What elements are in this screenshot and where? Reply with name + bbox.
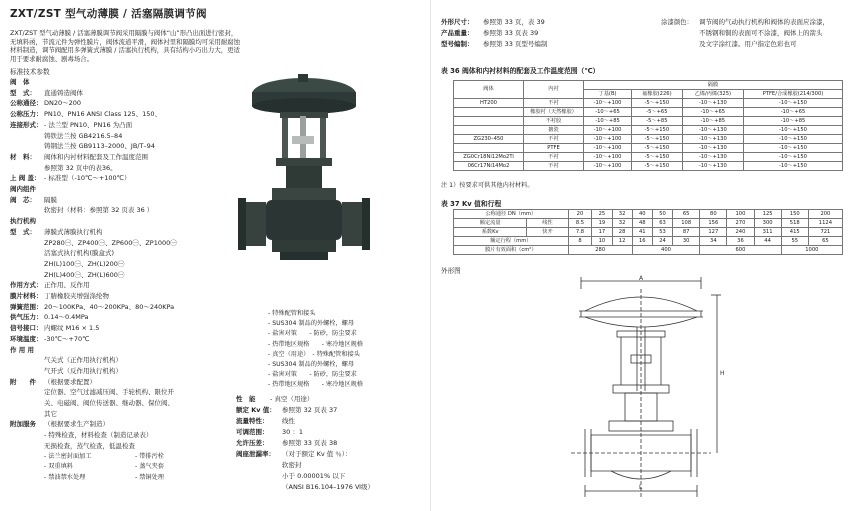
table36-cell: -10～+100: [584, 144, 632, 153]
table37-quick: 17: [592, 228, 612, 237]
table36-cell: 橡胶衬（天然橡胶）: [524, 108, 584, 117]
paint-line: 及文字涂红漆。用户指定色彩也可: [699, 40, 797, 48]
spec-value: 软密封（材料：参照第 32 页表 36 ）: [44, 206, 154, 215]
table36-cell: -10～+65: [584, 108, 632, 117]
spec-value: 阀体和内衬材料配套及工作温度范围: [44, 152, 148, 161]
table37-stroke: 36: [727, 237, 754, 246]
perf-row: [236, 450, 352, 458]
spec-value: PN10、PN16 ANSI Class 125、150、: [44, 110, 162, 119]
top-spec-row: [441, 18, 545, 26]
perf-value: 30 ：1: [282, 428, 303, 436]
table36-cell: -10～+130: [682, 126, 743, 135]
table37-stroke: 65: [808, 237, 842, 246]
table37-quick: 240: [727, 228, 754, 237]
perf-row: [236, 428, 303, 436]
table37-dn: 200: [808, 210, 842, 219]
table36-cell: -10～+85: [682, 117, 743, 126]
spec-label: 附加服务: [10, 420, 36, 429]
table36-cell: -5～+150: [632, 126, 683, 135]
perf-row: [236, 483, 374, 491]
table36-cell: 不衬胶: [524, 117, 584, 126]
spec-row: [10, 346, 44, 354]
perf-value: 参照第 33 页表 38: [282, 439, 338, 447]
table36-cell: PTFE: [524, 144, 584, 153]
spec-value: -30℃～+70℃: [44, 334, 90, 343]
table36-cell: -5～+85: [632, 117, 683, 126]
spec-row: [10, 271, 124, 279]
table-row: [454, 108, 843, 117]
table36-cell: -10～+100: [584, 135, 632, 144]
spec-label: 上 阀 盖：: [10, 174, 41, 183]
table36-cell: -10～+85: [584, 117, 632, 126]
spec-value: 活塞式执行机构(膜盒式): [44, 249, 115, 258]
table37-stroke: 10: [592, 237, 612, 246]
table36-title: 表 36 阀体和内衬材料的配套及工作温度范围（℃）: [441, 67, 600, 75]
perf-value: 线性: [282, 417, 295, 425]
table36-cell: -10～+150: [743, 99, 842, 108]
spec-value: 0.14～0.4MPa: [44, 313, 89, 322]
spec-value: 丁腈橡胶夹增强涤纶物: [44, 292, 109, 300]
table37-area: 280: [568, 246, 632, 255]
perf-row: [236, 417, 295, 425]
table37-quick: 311: [754, 228, 781, 237]
perf-value: （对于额定 Kv 值 ％）：: [282, 450, 352, 458]
table37-dn: 80: [700, 210, 727, 219]
table37-coef-label: 系数Kv: [454, 228, 527, 237]
spec-row: [10, 164, 117, 172]
spec-value: 内螺纹 M16 × 1.5: [44, 324, 100, 333]
table36-cell: -5～+150: [632, 99, 683, 108]
table37-dn: 32: [612, 210, 632, 219]
table36-cell: -10～+130: [682, 153, 743, 162]
table37-quick: 7.8: [568, 228, 592, 237]
perf-row: [236, 472, 345, 480]
table36-cell: 06Cr17Ni14Mo2: [454, 162, 524, 171]
spec-row: [10, 121, 132, 129]
table37-quick: 415: [781, 228, 808, 237]
table36-col-head: PTFE/合成橡胶(214/300): [743, 90, 842, 99]
table37-linear: 48: [632, 219, 652, 228]
table37-title: 表 37 Kv 值和行程: [441, 200, 502, 208]
table36-head-row: [454, 81, 843, 90]
table37-dn: 20: [568, 210, 592, 219]
table-row: [454, 246, 843, 255]
page-title: ZXT/ZST 型气动薄膜 / 活塞隔膜调节阀: [10, 8, 207, 20]
spec-value: ZH(L)400㊀、ZH(L)600㊀: [44, 270, 125, 279]
spec-row: [10, 132, 122, 140]
spec-row: [10, 281, 90, 289]
dim-l-label: L: [639, 484, 643, 491]
paint-line: 不锈钢和铜的表面可不涂漆，阀体上的箭头: [699, 29, 823, 37]
table-row: [454, 210, 843, 219]
table37-area: 1000: [781, 246, 842, 255]
table37-area: 400: [632, 246, 700, 255]
spec-label: 作 用 用: [10, 345, 35, 354]
spec-row: [10, 420, 109, 428]
spec-value: 无损检查，蒸气检查，低温检查: [44, 441, 135, 450]
table37-dn: 25: [592, 210, 612, 219]
table36-cell: 不衬: [524, 135, 584, 144]
table37-stroke: 55: [781, 237, 808, 246]
table36-col-head: 丁基(B): [584, 90, 632, 99]
spec-row: [10, 228, 103, 236]
table-row: [454, 162, 843, 171]
spec-label: 供气压力：: [10, 313, 43, 322]
outline-drawing: [551, 275, 731, 507]
table37-stroke: 34: [700, 237, 727, 246]
spec-row: [10, 410, 57, 418]
table37-linear: 19: [592, 219, 612, 228]
spec-row: [10, 335, 89, 343]
spec-label: 型 式：: [10, 88, 36, 97]
table37-dn: 50: [652, 210, 672, 219]
perf-label: 允许压差：: [236, 439, 269, 447]
table37-linear: 108: [673, 219, 700, 228]
table36-cell: 不衬: [524, 153, 584, 162]
extra-item: - 双重填料: [44, 463, 73, 471]
table37-stroke-label: 额定行程（mm）: [454, 237, 569, 246]
table36-cell: -10～+85: [743, 117, 842, 126]
perf-label: 额定 Kv 值：: [236, 406, 276, 414]
spec-row: [10, 185, 44, 193]
spec-label: 信号接口：: [10, 324, 43, 333]
table36-cell: -10～+150: [743, 162, 842, 171]
extra-item: - 禁铜处理: [135, 473, 164, 481]
table36-cell: 不衬: [524, 99, 584, 108]
table36-head-lining: 内衬: [524, 81, 584, 99]
table37-linear: 1124: [808, 219, 842, 228]
table37-linear: 32: [612, 219, 632, 228]
table36-cell: -5～+150: [632, 135, 683, 144]
table36-cell: [454, 108, 524, 117]
table37-quick: 53: [652, 228, 672, 237]
table-row: [454, 99, 843, 108]
table36-cell: -10～+100: [584, 126, 632, 135]
table36-cell: -5～+150: [632, 162, 683, 171]
spec-label: 附 件: [10, 377, 36, 386]
top-spec-value: 参照第 33 页表 39: [483, 29, 539, 37]
table37-dn: 100: [727, 210, 754, 219]
spec-label: 环境温度：: [10, 334, 43, 343]
spec-label: 膜片材料：: [10, 292, 43, 300]
spec-row: [10, 303, 174, 311]
table37-quick: 721: [808, 228, 842, 237]
table37-linear: 156: [700, 219, 727, 228]
table36-cell: 不衬: [524, 162, 584, 171]
table36-cell: -10～+150: [743, 153, 842, 162]
table36-cell: -10～+100: [584, 162, 632, 171]
table-row: [454, 237, 843, 246]
table37-quick: 127: [700, 228, 727, 237]
table37-dn: 150: [781, 210, 808, 219]
spec-label: 公称压力：: [10, 110, 43, 119]
table36-cell: -10～+150: [743, 126, 842, 135]
spec-row: [10, 206, 153, 214]
spec-label: 作用方式：: [10, 281, 43, 290]
spec-label: 阀 芯：: [10, 195, 36, 204]
spec-row: [10, 196, 57, 204]
perf-label: 可调范围：: [236, 428, 269, 436]
perf-value: 参照第 32 页表 37: [282, 406, 338, 414]
top-spec-label: 外形尺寸：: [441, 18, 474, 26]
table37-dn: 40: [632, 210, 652, 219]
table37-stroke: 8: [568, 237, 592, 246]
perf-title: 性 能: [236, 395, 256, 403]
perf-value: （ANSI B16.104–1976 Ⅵ级）: [282, 483, 374, 491]
valve-photo: [236, 72, 371, 322]
table37-linear: 300: [754, 219, 781, 228]
paint-label: 涂漆颜色：: [661, 18, 693, 26]
table36-col-head: 氟橡胶(226): [632, 90, 683, 99]
spec-row: [10, 142, 155, 150]
spec-row: [10, 399, 174, 407]
table36-note: 注 1）按要求可供其他内衬材料。: [441, 182, 534, 189]
spec-row: [10, 431, 152, 439]
spec-value: - 法兰型 PN10、PN16 为凸面: [44, 120, 133, 129]
extra-item: - 法兰密封面加工: [44, 452, 92, 460]
table37-dn-label: 公称通径 DN（mm）: [454, 210, 569, 219]
table37-linear-label: 线性: [527, 219, 568, 228]
perf-row: [236, 461, 302, 469]
dim-a-label: A: [639, 275, 644, 282]
spec-value: ZP280㊀、ZP400㊀、ZP600㊀、ZP1000㊀: [44, 238, 177, 247]
spec-value: - 特殊检查，材料检查（制造记录表）: [44, 431, 153, 440]
table-row: [454, 135, 843, 144]
spec-value: （根据要求配置）: [44, 377, 96, 386]
table36-cell: [454, 117, 524, 126]
table37-quick: 41: [632, 228, 652, 237]
spec-row: [10, 249, 114, 257]
spec-value: 定位器、空气过滤减压阀、手轮机构、限位开: [44, 388, 174, 397]
table37-linear: 518: [781, 219, 808, 228]
table36-cell: -10～+100: [584, 99, 632, 108]
paint-line: 调节阀的气动执行机构和阀体的表面应涂漆，: [699, 18, 829, 26]
table36-cell: -5～+65: [632, 108, 683, 117]
table37-area: 600: [700, 246, 781, 255]
table37-linear: 270: [727, 219, 754, 228]
table-row: [454, 126, 843, 135]
perf-value: 小于 0.00001% 以下: [282, 472, 346, 480]
table36: [453, 80, 843, 171]
perf-label: 阀座泄漏率：: [236, 450, 275, 458]
spec-label: 公称通径：: [10, 99, 43, 108]
spec-label: 材 料：: [10, 152, 36, 161]
spec-row: [10, 89, 83, 97]
spec-row: [10, 78, 44, 86]
left-page: [0, 0, 429, 511]
spec-label: 型 式：: [10, 227, 36, 236]
table36-col-head: 乙烯/丙烯(325): [682, 90, 743, 99]
spec-label: 弹簧范围：: [10, 302, 43, 311]
perf-row: [236, 406, 337, 414]
table-row: [454, 117, 843, 126]
table37-quick: 28: [612, 228, 632, 237]
spec-row: [10, 153, 148, 161]
table36-cell: -10～+130: [682, 135, 743, 144]
special-item: - 盐害对策 - 防砂，防尘要求: [268, 330, 357, 338]
right-page: [430, 0, 859, 511]
table-row: [454, 228, 843, 237]
spec-row: [10, 378, 96, 386]
table-row: [454, 153, 843, 162]
table36-head-body: 阀体: [454, 81, 524, 99]
spec-value: 参照第 32 页中的表36。: [44, 163, 117, 172]
top-spec-row: [441, 29, 538, 37]
spec-label: 阀内组件: [10, 185, 36, 193]
spec-value: ZH(L)100㊀、ZH(L)200㊀: [44, 259, 125, 268]
spec-row: [10, 99, 81, 107]
table36-cell: ZG230–450: [454, 135, 524, 144]
top-spec-value: 参照第 33 页，表 39: [483, 18, 545, 26]
table37-stroke: 24: [652, 237, 672, 246]
spec-value: 薄膜式薄膜执行机构: [44, 227, 103, 236]
spec-row: [10, 217, 44, 225]
table36-cell: -10～+150: [743, 144, 842, 153]
perf-row: [236, 439, 337, 447]
table36-cell: -5～+150: [632, 144, 683, 153]
table-row: [454, 219, 843, 228]
extra-item: - 蒸气夹套: [135, 463, 164, 471]
table37-dn: 65: [673, 210, 700, 219]
spec-row: [10, 324, 99, 332]
extra-item: - 禁油禁水处理: [44, 473, 86, 481]
table37-area-label: 膜片有效面积（cm²）: [454, 246, 569, 255]
spec-row: [10, 313, 89, 321]
spec-row: [10, 356, 122, 364]
table36-cell: -10～+100: [584, 153, 632, 162]
table36-cell: [454, 126, 524, 135]
spec-value: 其它: [44, 409, 57, 418]
intro-paragraph: ZXT/ZST 型气动薄膜 / 活塞薄膜调节阀采用隔膜与阀体“山”形凸出面进行密封，无填料函，节流元件为弹性膜片，阀体流道平滑，阀体衬里和隔膜均可采用耐腐蚀材料制造，调节阀配用多弹簧式薄膜 / 活塞执行机构，具有结构小巧出力大，更适用于要求耐腐蚀、剧毒场合。: [10, 29, 241, 63]
spec-row: [10, 174, 130, 182]
spec-value: 铸钢法兰按 GB9113–2000、JB/T–94: [44, 142, 155, 151]
special-item: - 热带地区规格 - 寒冷地区规格: [268, 340, 364, 348]
table36-cell: -5～+150: [632, 153, 683, 162]
table36-cell: 搪瓷: [524, 126, 584, 135]
table36-cell: HT200: [454, 99, 524, 108]
spec-row: [10, 442, 135, 450]
table36-cell: -10～+65: [682, 108, 743, 117]
spec-value: - 标准型（-10℃～+100℃）: [44, 174, 131, 183]
table36-cell: ZG0Cr18Ni12Mo2Ti: [454, 153, 524, 162]
spec-value: 直通铸造阀体: [44, 88, 83, 97]
spec-row: [10, 260, 124, 268]
table37-rated-label: 额定流量: [454, 219, 527, 228]
table36-cell: -10～+130: [682, 162, 743, 171]
special-item: - SUS304 制品的外螺栓，螺母: [268, 361, 355, 368]
table37-linear: 8.5: [568, 219, 592, 228]
spec-value: （根据要求生产制造）: [44, 420, 109, 429]
table36-cell: [454, 144, 524, 153]
table36-cell: -10～+130: [682, 99, 743, 108]
spec-label: 连接形式：: [10, 120, 43, 129]
perf-label: 流量特性：: [236, 417, 269, 425]
table37-stroke: 12: [612, 237, 632, 246]
spec-value: 关、电磁阀、阀位传送器、继动器、保位阀、: [44, 399, 174, 407]
table36-cell: -10～+130: [682, 144, 743, 153]
spec-row: [10, 110, 161, 118]
table37-linear: 63: [652, 219, 672, 228]
top-spec-value: 参照第 33 页型号编制: [483, 40, 548, 48]
spec-value: 20～100KPa、40～200KPa、80～240KPa: [44, 302, 175, 311]
table37-stroke: 30: [673, 237, 700, 246]
top-spec-row: [441, 40, 547, 48]
spec-row: [10, 388, 174, 396]
special-item: - 特殊配管和接头: [268, 310, 316, 317]
table37-stroke: 44: [754, 237, 781, 246]
table37-dn: 125: [754, 210, 781, 219]
table36-head-diaphragm: 隔膜: [584, 81, 843, 90]
perf-value: 软密封: [282, 461, 302, 469]
table-row: [454, 144, 843, 153]
extra-item: - 带排污栓: [135, 452, 164, 460]
table36-cell: -10～+65: [743, 108, 842, 117]
special-item: - 真空（用途） - 特殊配管和接头: [268, 350, 360, 358]
spec-value: 正作用、反作用: [44, 281, 90, 290]
spec-value: DN20～200: [44, 99, 82, 108]
perf-title-row: [236, 395, 313, 403]
spec-row: [10, 367, 122, 375]
spec-row: [10, 292, 109, 300]
top-spec-label: 型号编制：: [441, 40, 474, 48]
dim-h-label: H: [720, 370, 725, 377]
spec-value: 隔膜: [44, 195, 57, 204]
special-item: - 热带地区规格 - 寒冷地区规格: [268, 381, 364, 389]
special-item: - 盐害对策 - 防砂，防尘要求: [268, 371, 357, 379]
table37-quick-label: 快开: [527, 228, 568, 237]
spec-value: 铸铁法兰按 GB4216.5–84: [44, 131, 123, 140]
table37-stroke: 16: [632, 237, 652, 246]
table37: [453, 209, 843, 255]
table37-quick: 87: [673, 228, 700, 237]
spec-label: 执行机构: [10, 217, 36, 226]
drawing-title: 外形图: [441, 267, 461, 275]
spec-value: 气开式（反作用执行机构）: [44, 366, 122, 375]
spec-value: 气关式（正作用执行机构）: [44, 356, 122, 365]
special-item: - SUS304 制品的外螺栓，螺母: [268, 320, 355, 328]
table36-cell: -10～+150: [743, 135, 842, 144]
spec-row: [10, 239, 177, 247]
spec-label: 阀 体: [10, 78, 30, 86]
top-spec-label: 产品重量：: [441, 29, 474, 37]
params-title: 标准技术参数: [10, 68, 50, 76]
perf-title-value: - 真空（用途）: [270, 395, 314, 403]
